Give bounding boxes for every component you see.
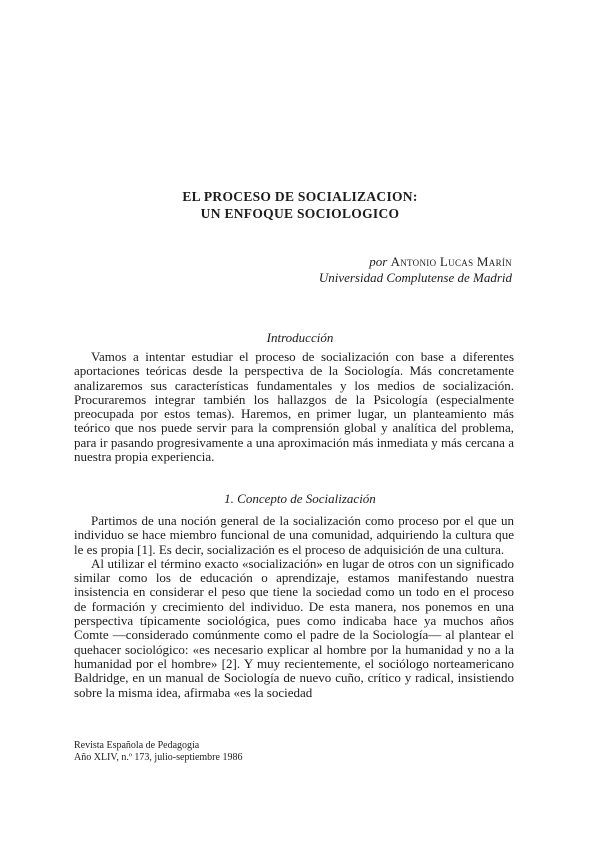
journal-issue: Año XLIV, n.º 173, julio-septiembre 1986 <box>74 752 243 763</box>
title-line-1: EL PROCESO DE SOCIALIZACION: <box>182 189 418 204</box>
author-affiliation: Universidad Complutense de Madrid <box>318 270 512 285</box>
author-prefix: por <box>369 254 388 269</box>
paragraph: Al utilizar el término exacto «socialización» en lugar de otros con un significado similar como los de educación o aprendizaje, estamos manifestando nuestra insistencia en considerar el peso que tiene la sociedad como un todo en el proceso de formación y crecimiento del individuo. De esta manera, nos ponemos en una perspectiva típicamente sociológica, pues como indicaba hace ya muchos años Comte —considerado comúnmente como el padre de la Sociología— al plantear el quehacer sociológico: «es necesario explicar al hombre por la humanidad y no a la humanidad por el hombre» [2]. Y muy recientemente, el sociólogo norteamericano Baldridge, en un manual de Sociología de nuevo cuño, crítico y radical, insistiendo sobre la misma idea, afirmaba «es la sociedad <box>74 555 514 700</box>
section-heading-concepto: 1. Concepto de Socialización <box>224 491 376 506</box>
author-name: Antonio Lucas Marín <box>390 254 512 269</box>
article-title <box>88 188 512 222</box>
journal-name: Revista Española de Pedagogía <box>74 740 200 751</box>
journal-footer <box>74 740 242 764</box>
section1-body <box>74 514 514 700</box>
paragraph: Vamos a intentar estudiar el proceso de socialización con base a diferentes aportaciones teóricas desde la perspectiva de la Sociología. Más concretamente analizaremos sus características fundamentales y los medios de socialización. Procuraremos integrar también los hallazgos de la Psicología (especialmente preocupada por estos temas). Haremos, en primer lugar, un planteamiento más teórico que nos puede servir para la comprensión global y analítica del problema, para ir pasando progresivamente a una aproximación más inmediata y más cercana a nuestra propia experiencia. <box>74 349 514 465</box>
title-line-2: UN ENFOQUE SOCIOLOGICO <box>200 206 400 221</box>
intro-body <box>74 350 514 464</box>
paragraph: Partimos de una noción general de la socialización como proceso por el que un individuo se hace miembro funcional de una comunidad, adquiriendo la cultura que le es propia [1]. Es decir, socialización es el proceso de adquisición de una cultura. <box>74 513 514 557</box>
author-line <box>192 254 512 270</box>
author-block <box>192 254 512 286</box>
section-heading-intro: Introducción <box>266 330 334 345</box>
